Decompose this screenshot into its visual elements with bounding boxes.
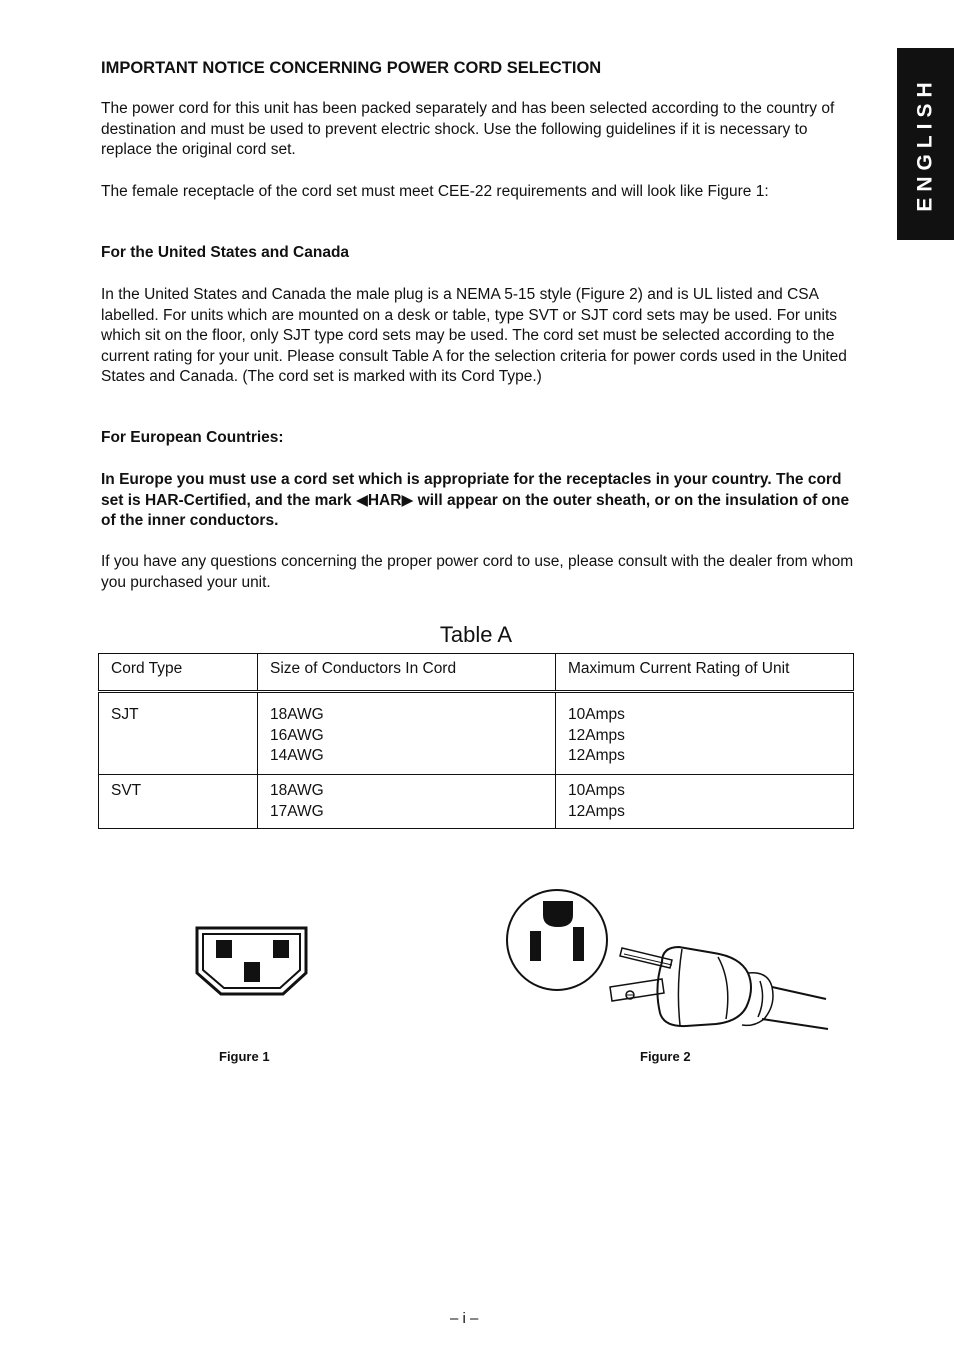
table-row bbox=[99, 775, 854, 829]
us-canada-paragraph: In the United States and Canada the male plug is a NEMA 5-15 style (Figure 2) and is UL listed and CSA labelled. For units which are mounted on a desk or table, type SVT or SJT cord sets may be used. For units which sit on the floor, only SJT type cord sets may be used. The cord set must be selected according to the current rating for your unit. Please consult Table A for the selection criteria for power cords used in the United States and Canada. (The cord set is marked with its Cord Type.) bbox=[101, 286, 847, 386]
figure1-caption: Figure 1 bbox=[219, 1049, 270, 1064]
cell-size: 18AWG bbox=[270, 706, 324, 723]
cell-rating: 10Amps bbox=[568, 706, 625, 723]
cell-size: 17AWG bbox=[270, 802, 324, 820]
female-receptacle-paragraph: The female receptacle of the cord set must meet CEE-22 requirements and will look like Figure 1: bbox=[101, 183, 769, 200]
cell-cord-type: SJT bbox=[99, 692, 258, 775]
page-heading: IMPORTANT NOTICE CONCERNING POWER CORD SELECTION bbox=[101, 59, 602, 77]
language-tab bbox=[897, 48, 954, 240]
europe-heading: For European Countries: bbox=[101, 429, 284, 446]
header-current-rating: Maximum Current Rating of Unit bbox=[556, 654, 854, 692]
europe-paragraph: In Europe you must use a cord set which is appropriate for the receptacles in your country. The cord set is HAR-Certified, and the mark ◀HAR▶ will appear on the outer sheath, or on the insulation of one of the inner conductors. bbox=[101, 471, 850, 530]
cord-table bbox=[98, 653, 854, 829]
table-title: Table A bbox=[439, 622, 513, 647]
header-cord-type: Cord Type bbox=[99, 654, 258, 692]
header-conductor-size: Size of Conductors In Cord bbox=[258, 654, 556, 692]
intro-paragraph: The power cord for this unit has been packed separately and has been selected according to the country of destination and must be used to prevent electric shock. Use the following guidelines if it is necessary to replace the original cord set. bbox=[101, 100, 835, 159]
us-canada-heading: For the United States and Canada bbox=[101, 244, 350, 261]
nema-plug-figure bbox=[504, 887, 834, 1035]
cell-size: 18AWG bbox=[270, 782, 324, 799]
cell-size: 14AWG bbox=[270, 747, 324, 765]
language-tab-label: ENGLISH bbox=[913, 76, 937, 212]
cell-rating: 12Amps bbox=[568, 747, 625, 765]
table-row bbox=[99, 692, 854, 775]
cell-conductor-sizes bbox=[258, 775, 556, 829]
cell-rating: 10Amps bbox=[568, 782, 625, 799]
cell-current-ratings bbox=[556, 692, 854, 775]
dealer-paragraph: If you have any questions concerning the proper power cord to use, please consult with the dealer from whom you purchased your unit. bbox=[101, 553, 854, 591]
cell-size: 16AWG bbox=[270, 726, 324, 744]
female-receptacle-figure bbox=[194, 925, 310, 997]
table-header-row bbox=[99, 654, 854, 692]
cell-current-ratings bbox=[556, 775, 854, 829]
page-number: – i – bbox=[450, 1310, 479, 1327]
cell-cord-type: SVT bbox=[99, 775, 258, 829]
figure2-caption: Figure 2 bbox=[640, 1049, 691, 1064]
cell-rating: 12Amps bbox=[568, 726, 625, 744]
cell-rating: 12Amps bbox=[568, 802, 625, 820]
cell-conductor-sizes bbox=[258, 692, 556, 775]
